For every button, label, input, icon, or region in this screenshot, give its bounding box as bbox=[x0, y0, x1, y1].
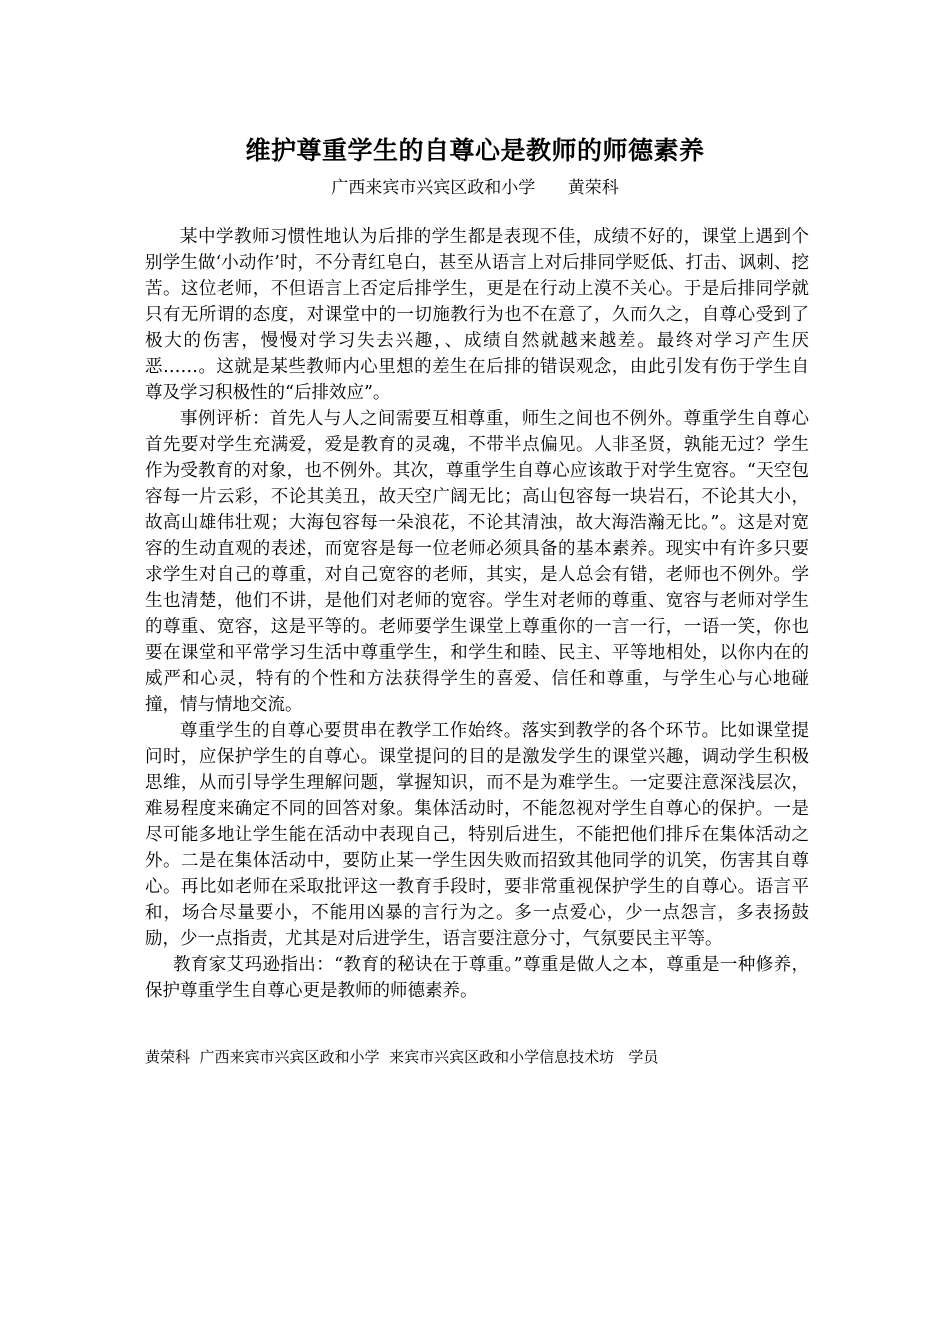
author-byline: 广西来宾市兴宾区政和小学 黄荣科 bbox=[331, 178, 619, 198]
paragraph-2: 事例评析：首先人与人之间需要互相尊重，师生之间也不例外。尊重学生自尊心首先要对学生充满爱，爱是教育的灵魂，不带半点偏见。人非圣贤，孰能无过？学生作为受教育的对象，也不例外。其次，尊重学生自尊心应该敢于对学生宽容。“天空包容每一片云彩，不论其美丑，故天空广阔无比；高山包容每一块岩石，不论其大小，故高山雄伟壮观；大海包容每一朵浪花，不论其清浊，故大海浩瀚无比。”。这是对宽容的生动直观的表述，而宽容是每一位老师必须具备的基本素养。现实中有许多只要求学生对自己的尊重，对自己宽容的老师，其实，是人总会有错，老师也不例外。学生也清楚，他们不讲，是他们对老师的宽容。学生对老师的尊重、宽容与老师对学生的尊重、宽容，这是平等的。老师要学生课堂上尊重你的一言一行，一语一笑，你也要在课堂和平常学习生活中尊重学生，和学生和睦、民主、平等地相处，以你内在的威严和心灵，特有的个性和方法获得学生的喜爱、信任和尊重，与学生心与心地碰撞，情与情地交流。 bbox=[145, 409, 809, 715]
paragraph-4: 教育家艾玛逊指出：“教育的秘诀在于尊重。”尊重是做人之本，尊重是一种修养，保护尊重学生自尊心更是教师的师德素养。 bbox=[145, 955, 809, 1001]
paragraph-3: 尊重学生的自尊心要贯串在教学工作始终。落实到教学的各个环节。比如课堂提问时，应保护学生的自尊心。课堂提问的目的是激发学生的课堂兴趣，调动学生积极思维，从而引导学生理解问题，掌握知识，而不是为难学生。一定要注意深浅层次，难易程度来确定不同的回答对象。集体活动时，不能忽视对学生自尊心的保护。一是尽可能多地让学生能在活动中表现自己，特别后进生，不能把他们排斥在集体活动之外。二是在集体活动中，要防止某一学生因失败而招致其他同学的讥笑，伤害其自尊心。再比如老师在采取批评这一教育手段时，要非常重视保护学生的自尊心。语言平和，场合尽量要小，不能用凶暴的言行为之。多一点爱心，少一点怨言，多表扬鼓励，少一点指责，尤其是对后进学生，语言要注意分寸，气氛要民主平等。 bbox=[145, 721, 809, 949]
article-body bbox=[145, 224, 809, 1004]
document-title: 维护尊重学生的自尊心是教师的师德素养 bbox=[245, 136, 705, 165]
paragraph-1: 某中学教师习惯性地认为后排的学生都是表现不佳，成绩不好的，课堂上遇到个别学生做‘小动作’时，不分青红皂白，甚至从语言上对后排同学贬低、打击、讽刺、挖苦。这位老师，不但语言上否定后排学生，更是在行动上漠不关心。于是后排同学就只有无所谓的态度，对课堂中的一切施教行为也不在意了，久而久之，自尊心受到了极大的伤害，慢慢对学习失去兴趣，、成绩自然就越来越差。最终对学习产生厌恶……。这就是某些教师内心里想的差生在后排的错误观念，由此引发有伤于学生自尊及学习积极性的“后排效应”。 bbox=[145, 227, 809, 403]
author-footer: 黄荣科 广西来宾市兴宾区政和小学 来宾市兴宾区政和小学信息技术坊 学员 bbox=[145, 1048, 659, 1066]
